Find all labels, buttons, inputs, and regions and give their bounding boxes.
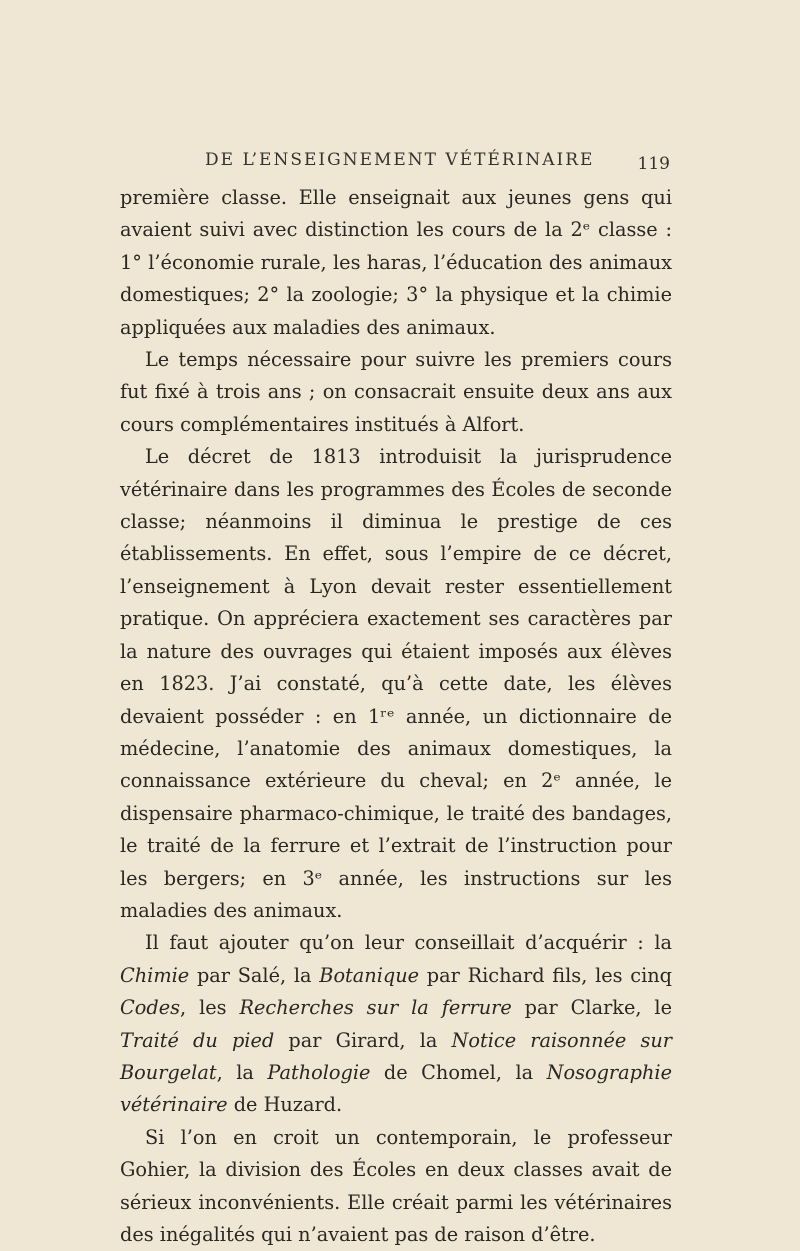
paragraph-4-text: , les (180, 996, 240, 1020)
book-title-recherches: Recherches sur la ferrure (239, 996, 512, 1020)
page-header (120, 150, 680, 174)
book-title-codes: Codes (120, 996, 181, 1020)
book-title-botanique: Botanique (319, 963, 420, 987)
book-title-nosographie: Nosographie vétérinaire (120, 1060, 672, 1117)
paragraph-4-text: de Chomel, la (370, 1060, 547, 1084)
running-title: DE L’ENSEIGNEMENT VÉTÉRINAIRE (205, 150, 595, 170)
paragraph-4-text: par Salé, la (189, 963, 320, 987)
paragraph-4 (120, 927, 672, 1121)
paragraph-4-text: par Girard, la (274, 1028, 452, 1052)
book-title-notice: Notice raisonnée sur Bourgelat (120, 1028, 673, 1084)
paragraph-4-text: , la (216, 1060, 268, 1084)
book-title-pathologie: Pathologie (267, 1060, 371, 1084)
paragraph-4-text: Il faut ajouter qu’on leur conseillait d’acquérir : la (145, 931, 672, 955)
paragraph-5: Si l’on en croit un contemporain, le professeur Gohier, la division des Écoles en deux classes avait de sérieux inconvénients. Elle créait parmi les vétérinaires des inégalités qui n’avaient pas de raison d’être. (120, 1125, 672, 1246)
page-number: 119 (637, 154, 670, 174)
book-title-traite-du-pied: Traité du pied (120, 1028, 275, 1052)
paragraph-4-text: de Huzard. (227, 1093, 343, 1117)
paragraph-3: Le décret de 1813 introduisit la jurisprudence vétérinaire dans les programmes des Écoles de seconde classe; néanmoins il diminua le prestige de ces établissements. En effet, sous l’empire de ce décret, l’enseignement à Lyon devait rester essentiellement pratique. On appréciera exactement ses caractères par la nature des ouvrages qui étaient imposés aux élèves en 1823. J’ai constaté, qu’à cette date, les élèves devaient posséder : en 1ʳᵉ année, un dictionnaire de médecine, l’anatomie des animaux domestiques, la connaissance extérieure du cheval; en 2ᵉ année, le dispensaire pharmaco-chimique, le traité des bandages, le traité de la ferrure et l’extrait de l’instruction pour les bergers; en 3ᵉ année, les instructions sur les maladies des animaux. (120, 445, 672, 922)
paragraph-4-text: par Clarke, le (511, 996, 673, 1020)
book-title-chimie: Chimie (120, 963, 190, 987)
paragraph-4-text: par Richard fils, les cinq (419, 963, 672, 987)
paragraph-1: première classe. Elle enseignait aux jeunes gens qui avaient suivi avec distinction les cours de la 2ᵉ classe : 1° l’économie rurale, les haras, l’éducation des animaux domestiques; 2° la zoologie; 3° la physique et la chimie appliquées aux maladies des animaux. (120, 186, 672, 339)
paragraph-2: Le temps nécessaire pour suivre les premiers cours fut fixé à trois ans ; on consacrait ensuite deux ans aux cours complémentaires institués à Alfort. (120, 348, 672, 436)
page-body (120, 182, 672, 1251)
